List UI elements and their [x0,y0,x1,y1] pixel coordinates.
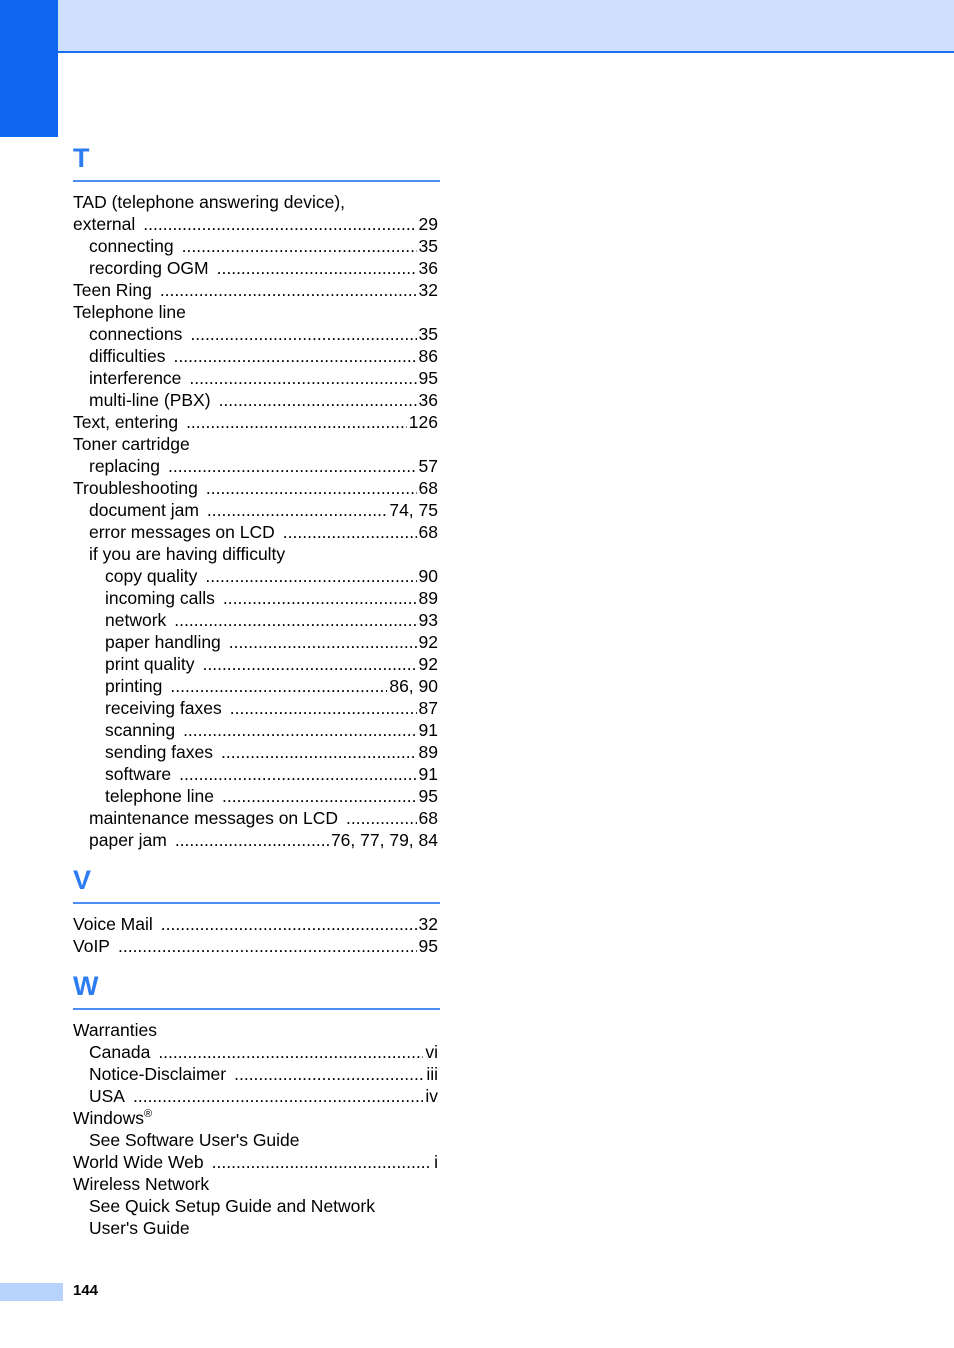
entry-pages: 29 [418,214,438,234]
entry-pages: iv [425,1086,438,1106]
entry-label-text: difficulties [89,346,166,366]
index-entry [73,631,440,653]
index-entry [73,653,440,675]
dot-leader [230,697,417,719]
entry-label-text: interference [89,368,182,388]
dot-leader [207,499,387,521]
index-entry [73,587,440,609]
index-entry [73,1107,440,1129]
entry-label [105,741,213,763]
entry-label [89,829,167,851]
entry-label-text: print quality [105,654,195,674]
entry-label-text: network [105,610,167,630]
entry-label [89,1217,190,1239]
dot-leader [222,785,417,807]
entry-pages: 32 [418,914,438,934]
entry-label [89,389,211,411]
dot-leader [158,1041,423,1063]
dot-leader [203,653,417,675]
index-column [73,140,440,1239]
index-entry [73,1217,440,1239]
entry-label-text: Windows [73,1108,144,1128]
entry-pages: 87 [418,698,438,718]
entry-label [105,719,175,741]
entry-label-text: software [105,764,172,784]
entry-pages: 93 [418,610,438,630]
entry-pages: iii [426,1064,438,1084]
entry-label-text: recording OGM [89,258,209,278]
dot-leader [205,565,416,587]
dot-leader [118,935,417,957]
entry-label-text: Warranties [73,1020,157,1040]
entry-pages: 126 [408,412,438,432]
entry-label [105,785,214,807]
entry-label [89,323,182,345]
index-entry [73,521,440,543]
section-letter: T [73,143,90,173]
entry-label-text: connecting [89,236,174,256]
index-entry [73,301,440,323]
entry-label [105,609,166,631]
index-entry [73,935,440,957]
entry-label-text: See Software User's Guide [89,1130,300,1150]
dot-leader [219,389,417,411]
page-number: 144 [73,1282,99,1299]
index-entry [73,741,440,763]
entry-label [105,631,221,653]
entry-label [89,345,166,367]
index-entry [73,191,440,213]
dot-leader [217,257,417,279]
entry-label-text: Telephone line [73,302,186,322]
entry-label-text: if you are having difficulty [89,544,286,564]
dot-leader [182,235,417,257]
entry-label [89,1041,150,1063]
dot-leader [174,609,416,631]
index-entry [73,609,440,631]
entry-label [105,675,162,697]
entry-label-text: Teen Ring [73,280,152,300]
section-rule [73,180,440,182]
entry-label-text: World Wide Web [73,1152,204,1172]
entry-pages: 95 [418,368,438,388]
entry-label-text: Troubleshooting [73,478,198,498]
index-entry [73,1151,440,1173]
index-entry [73,1173,440,1195]
entry-label-text: receiving faxes [105,698,222,718]
entry-label [89,1063,226,1085]
entry-label-text: paper handling [105,632,221,652]
entry-label-text: document jam [89,500,199,520]
entry-label-text: error messages on LCD [89,522,275,542]
entry-label-text: scanning [105,720,176,740]
entry-label-text: external [73,214,136,234]
index-entry [73,433,440,455]
entry-label [73,477,198,499]
entry-label [73,279,152,301]
entry-label [89,1085,125,1107]
index-entry [73,345,440,367]
index-entry [73,367,440,389]
entry-pages: vi [425,1042,438,1062]
index-section [73,968,440,1239]
index-section [73,140,440,851]
index-entry [73,1063,440,1085]
index-entry [73,411,440,433]
entry-pages: 95 [418,786,438,806]
index-entry [73,455,440,477]
entry-label-text: paper jam [89,830,167,850]
entry-label [73,1019,157,1041]
entry-pages: 35 [418,324,438,344]
index-entry [73,389,440,411]
entry-label [89,807,338,829]
entry-label [73,411,178,433]
index-entry [73,697,440,719]
entry-label-text: Wireless Network [73,1174,210,1194]
entry-pages: 86 [418,346,438,366]
section-gap [73,957,440,968]
entry-label-text: TAD (telephone answering device), [73,192,346,212]
entry-pages: 91 [418,764,438,784]
entry-label-text: printing [105,676,163,696]
index-entry [73,213,440,235]
entry-pages: 32 [418,280,438,300]
dot-leader [212,1151,432,1173]
entry-label-text: multi-line (PBX) [89,390,211,410]
entry-pages: 68 [418,808,438,828]
entry-pages: 35 [418,236,438,256]
entry-label-text: telephone line [105,786,214,806]
entry-label [89,235,174,257]
dot-leader [229,631,417,653]
index-entry [73,829,440,851]
index-entry [73,235,440,257]
index-entry [73,763,440,785]
section-letter: W [73,971,99,1001]
entry-label [89,543,285,565]
entry-pages: 89 [418,742,438,762]
section-rule [73,1008,440,1010]
entry-label [105,565,197,587]
dot-leader [190,323,416,345]
entry-label-text: Text, entering [73,412,179,432]
index-entry [73,499,440,521]
section-rule [73,902,440,904]
entry-label [105,653,195,675]
entry-pages: 89 [418,588,438,608]
index-entry [73,1129,440,1151]
entry-label [105,587,215,609]
registered-mark: ® [144,1108,153,1120]
index-entry [73,675,440,697]
index-entry [73,323,440,345]
entry-label [89,367,181,389]
dot-leader [283,521,417,543]
entry-pages: 92 [418,632,438,652]
dot-leader [189,367,416,389]
entry-label [89,257,209,279]
dot-leader [160,279,417,301]
entry-pages: 91 [418,720,438,740]
entry-label [89,499,199,521]
entry-label-text: Voice Mail [73,914,153,934]
dot-leader [221,741,417,763]
entry-label-text: sending faxes [105,742,213,762]
dot-leader [183,719,416,741]
entry-label-text: incoming calls [105,588,215,608]
entry-label [73,1151,204,1173]
index-entry [73,785,440,807]
index-entry [73,1019,440,1041]
index-entry [73,913,440,935]
index-entry [73,257,440,279]
entry-label-text: User's Guide [89,1218,190,1238]
index-entry [73,279,440,301]
entry-label [89,1129,300,1151]
entry-label [73,433,190,455]
chapter-tab [0,0,58,137]
index-entry [73,565,440,587]
dot-leader [161,913,417,935]
entry-pages: i [434,1152,438,1172]
entry-pages: 76, 77, 79, 84 [330,830,438,850]
entry-label-text: maintenance messages on LCD [89,808,339,828]
entry-pages: 36 [418,258,438,278]
dot-leader [346,807,417,829]
entry-label [89,455,160,477]
dot-leader [234,1063,424,1085]
entry-label [73,191,345,213]
entry-pages: 86, 90 [389,676,438,696]
entry-label-text: replacing [89,456,161,476]
entry-label [105,763,171,785]
dot-leader [174,345,417,367]
entry-pages: 92 [418,654,438,674]
entry-pages: 68 [418,522,438,542]
dot-leader [133,1085,423,1107]
entry-pages: 90 [418,566,438,586]
entry-label-text: copy quality [105,566,198,586]
section-gap [73,851,440,862]
dot-leader [170,675,387,697]
entry-pages: 57 [418,456,438,476]
index-entry [73,1195,440,1217]
entry-label [73,1173,209,1195]
dot-leader [143,213,416,235]
dot-leader [175,829,329,851]
dot-leader [223,587,417,609]
dot-leader [206,477,417,499]
entry-label-text: Notice-Disclaimer [89,1064,227,1084]
header-band [58,0,954,53]
entry-label-text: VoIP [73,936,110,956]
entry-label [73,935,110,957]
entry-pages: 36 [418,390,438,410]
dot-leader [179,763,416,785]
index-entry [73,477,440,499]
index-section [73,862,440,957]
index-entry [73,719,440,741]
index-entry [73,1041,440,1063]
entry-label [73,213,135,235]
entry-label [89,521,275,543]
entry-label-text: Canada [89,1042,151,1062]
index-entry [73,1085,440,1107]
index-entry [73,543,440,565]
entry-label [89,1195,375,1217]
entry-label [73,301,186,323]
entry-pages: 95 [418,936,438,956]
index-entry [73,807,440,829]
entry-label [73,913,153,935]
page-number-bar [0,1283,63,1301]
dot-leader [186,411,407,433]
entry-label-text: See Quick Setup Guide and Network [89,1196,375,1216]
section-letter: V [73,865,92,895]
dot-leader [168,455,417,477]
entry-label [105,697,222,719]
entry-label-text: Toner cartridge [73,434,190,454]
entry-pages: 74, 75 [389,500,438,520]
entry-label-text: USA [89,1086,125,1106]
entry-pages: 68 [418,478,438,498]
entry-label [73,1107,152,1129]
entry-label-text: connections [89,324,183,344]
